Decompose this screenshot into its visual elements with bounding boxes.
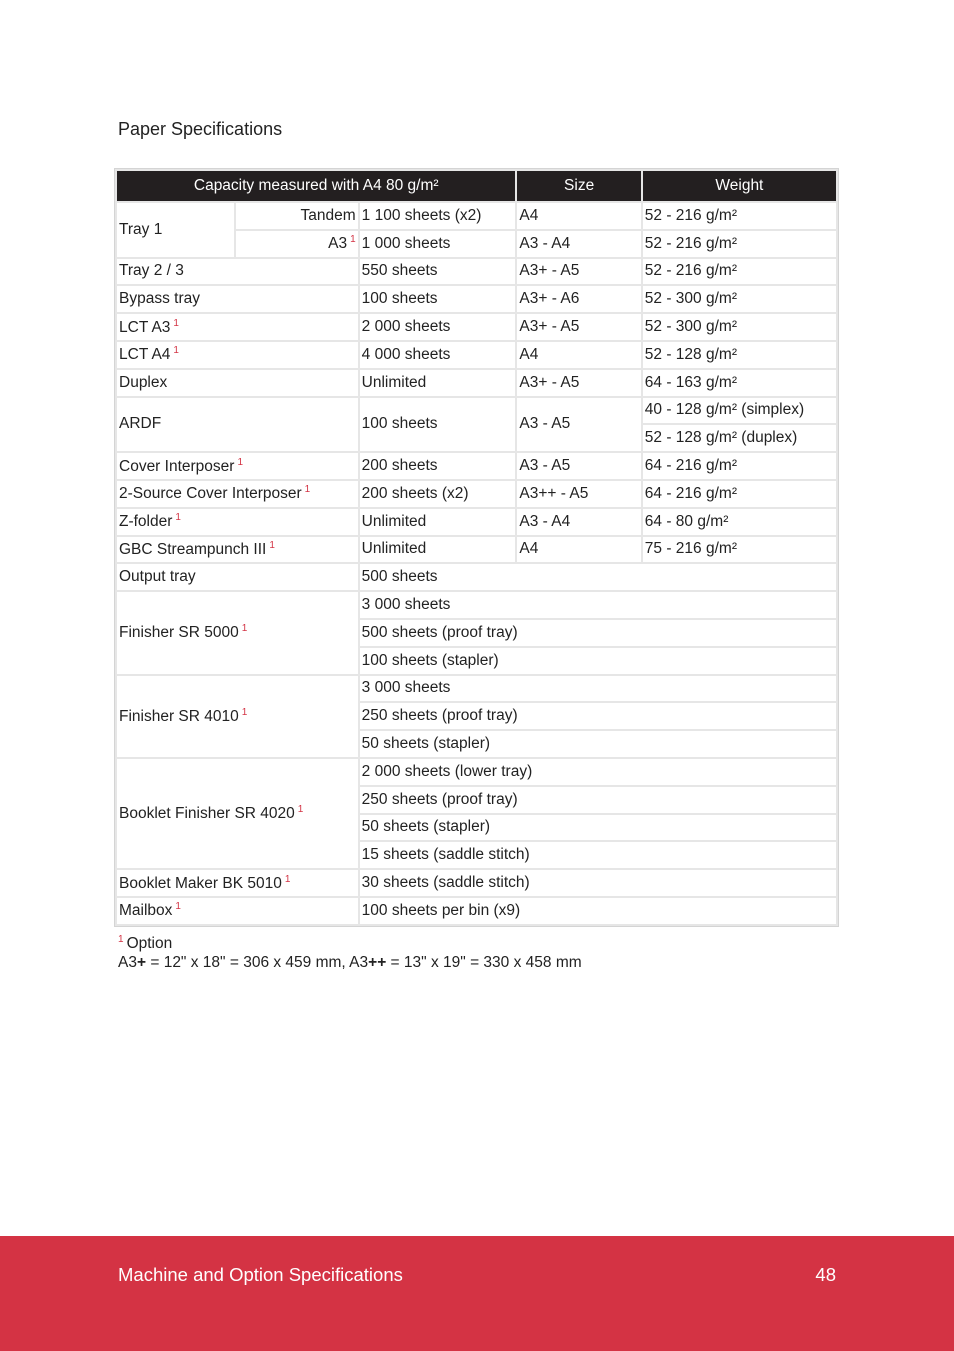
- table-row: [117, 342, 836, 368]
- a3-size-note: A3+ = 12" x 18" = 306 x 459 mm, A3++ = 13" x 19" = 330 x 458 mm: [118, 954, 582, 971]
- capacity-cell: Unlimited: [360, 370, 516, 396]
- capacity-cell: 500 sheets: [360, 564, 836, 590]
- page-number: 48: [815, 1264, 836, 1285]
- capacity-cell: 200 sheets: [360, 453, 516, 479]
- size-cell: A3 - A4: [517, 509, 640, 535]
- capacity-cell: 550 sheets: [360, 259, 516, 285]
- row-name: Tray 2 / 3: [117, 259, 358, 285]
- row-name: Finisher SR 5000 $^1$: [117, 592, 358, 673]
- table-row: [117, 370, 836, 396]
- size-cell: A4: [517, 342, 640, 368]
- capacity-cell: 100 sheets: [360, 398, 516, 452]
- size-cell: A3 - A4: [517, 231, 640, 257]
- capacity-cell: 3 000 sheets: [360, 676, 836, 702]
- table-row: [117, 203, 836, 229]
- size-cell: A3+ - A6: [517, 286, 640, 312]
- weight-cell: 64 - 216 g/m²: [643, 481, 836, 507]
- weight-cell: 40 - 128 g/m² (simplex): [643, 398, 836, 424]
- header-capacity: Capacity measured with A4 80 g/m²: [117, 171, 515, 201]
- row-name: 2-Source Cover Interposer $^1$: [117, 481, 358, 507]
- option-footnote-marker: 1: [175, 512, 181, 524]
- option-footnote-marker: 1: [175, 901, 181, 913]
- capacity-cell: 4 000 sheets: [360, 342, 516, 368]
- weight-cell: 64 - 163 g/m²: [643, 370, 836, 396]
- weight-cell: 52 - 216 g/m²: [643, 231, 836, 257]
- option-footnote-marker: 1: [241, 623, 248, 635]
- row-name: LCT A4 $^1$: [117, 342, 358, 368]
- option-footnote-marker: 1: [269, 539, 275, 551]
- row-name: Booklet Finisher SR 4020 $^1$: [117, 759, 358, 868]
- option-footnote-marker: 1: [284, 873, 291, 885]
- table-row: [117, 509, 836, 535]
- weight-cell: 52 - 216 g/m²: [643, 203, 836, 229]
- table-row: [117, 870, 836, 896]
- capacity-cell: 100 sheets: [360, 286, 516, 312]
- row-name: Z-folder $^1$: [117, 509, 358, 535]
- option-footnote-marker: 1: [297, 804, 304, 816]
- capacity-cell: 250 sheets (proof tray): [360, 787, 836, 813]
- row-name: Output tray: [117, 564, 358, 590]
- size-cell: A4: [517, 203, 640, 229]
- size-cell: A3+ - A5: [517, 314, 640, 340]
- capacity-cell: 1 000 sheets: [360, 231, 516, 257]
- row-name: GBC Streampunch III $^1$: [117, 537, 358, 563]
- table-row: [117, 481, 836, 507]
- table-row: [117, 537, 836, 563]
- section-title: Paper Specifications: [118, 119, 283, 139]
- weight-cell: 75 - 216 g/m²: [643, 537, 836, 563]
- table-header-row: [117, 171, 836, 201]
- footnotes: [118, 930, 582, 972]
- capacity-cell: 3 000 sheets: [360, 592, 836, 618]
- capacity-cell: 30 sheets (saddle stitch): [360, 870, 836, 896]
- capacity-cell: 500 sheets (proof tray): [360, 620, 836, 646]
- table-row: [117, 259, 836, 285]
- weight-cell: 64 - 216 g/m²: [643, 453, 836, 479]
- capacity-cell: 50 sheets (stapler): [360, 731, 836, 757]
- row-name: Booklet Maker BK 5010 $^1$: [117, 870, 358, 896]
- size-cell: A3 - A5: [517, 453, 640, 479]
- capacity-cell: Unlimited: [360, 509, 516, 535]
- weight-cell: 52 - 216 g/m²: [643, 259, 836, 285]
- size-cell: A3 - A5: [517, 398, 640, 452]
- row-name: Cover Interposer $^1$: [117, 453, 358, 479]
- option-footnote-marker: 1: [237, 456, 244, 468]
- table-row: [117, 314, 836, 340]
- capacity-cell: 250 sheets (proof tray): [360, 703, 836, 729]
- size-cell: A3++ - A5: [517, 481, 640, 507]
- table-row: [117, 286, 836, 312]
- weight-cell: 64 - 80 g/m²: [643, 509, 836, 535]
- option-footnote-marker: 1: [241, 706, 248, 718]
- table-row: [117, 676, 836, 702]
- table-row: [117, 898, 836, 924]
- option-footnote-marker: 1: [304, 484, 311, 496]
- row-name: LCT A3 $^1$: [117, 314, 358, 340]
- option-footnote-marker: 1: [350, 234, 356, 246]
- weight-cell: 52 - 300 g/m²: [643, 286, 836, 312]
- capacity-cell: 15 sheets (saddle stitch): [360, 842, 836, 868]
- row-name: Tray 1: [117, 203, 234, 257]
- option-footnote-marker: 1: [173, 317, 179, 329]
- header-weight: Weight: [643, 171, 836, 201]
- size-cell: A3+ - A5: [517, 259, 640, 285]
- size-cell: A4: [517, 537, 640, 563]
- capacity-cell: 2 000 sheets (lower tray): [360, 759, 836, 785]
- sub-label: Tandem: [236, 203, 357, 229]
- capacity-cell: 1 100 sheets (x2): [360, 203, 516, 229]
- table-row: [117, 759, 836, 785]
- row-name: Bypass tray: [117, 286, 358, 312]
- paper-spec-table: [114, 168, 839, 927]
- header-size: Size: [517, 171, 640, 201]
- capacity-cell: 2 000 sheets: [360, 314, 516, 340]
- capacity-cell: 200 sheets (x2): [360, 481, 516, 507]
- weight-cell: 52 - 300 g/m²: [643, 314, 836, 340]
- capacity-cell: Unlimited: [360, 537, 516, 563]
- table-row: [117, 592, 836, 618]
- table-row: [117, 398, 836, 424]
- option-footnote: $^1$ Option: [118, 934, 173, 952]
- size-cell: A3+ - A5: [517, 370, 640, 396]
- option-footnote-marker: 1: [173, 345, 179, 357]
- capacity-cell: 100 sheets (stapler): [360, 648, 836, 674]
- weight-cell: 52 - 128 g/m²: [643, 342, 836, 368]
- weight-cell: 52 - 128 g/m² (duplex): [643, 425, 836, 451]
- row-name: Finisher SR 4010 $^1$: [117, 676, 358, 757]
- capacity-cell: 100 sheets per bin (x9): [360, 898, 836, 924]
- capacity-cell: 50 sheets (stapler): [360, 815, 836, 841]
- table-row: [117, 564, 836, 590]
- footer-title: Machine and Option Specifications: [118, 1264, 403, 1285]
- row-name: Mailbox $^1$: [117, 898, 358, 924]
- row-name: ARDF: [117, 398, 358, 452]
- page-footer: [0, 1236, 954, 1351]
- sub-label: A3 $^1$: [236, 231, 357, 257]
- row-name: Duplex: [117, 370, 358, 396]
- table-row: [117, 453, 836, 479]
